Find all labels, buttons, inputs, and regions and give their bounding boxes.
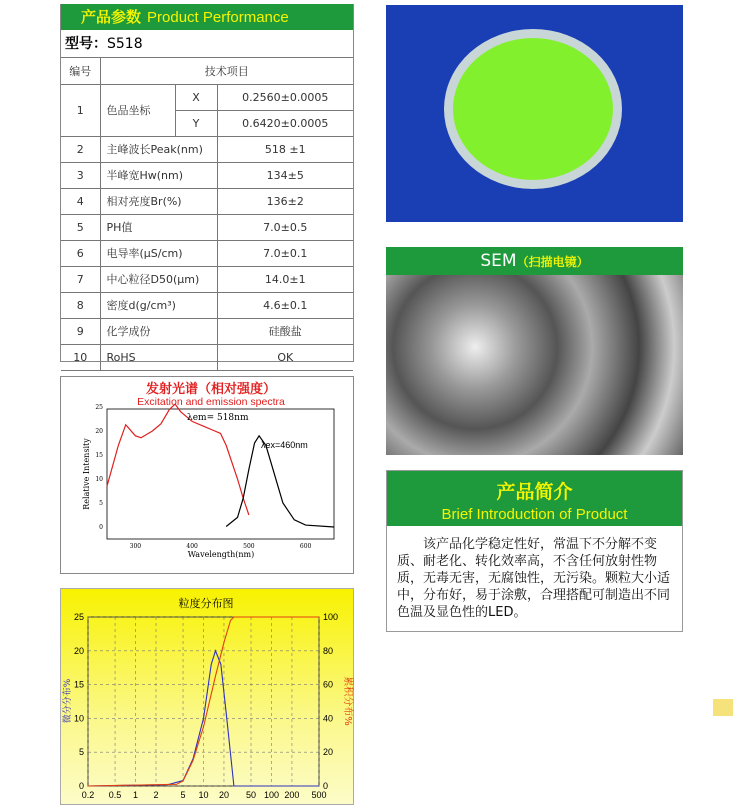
row-item: PH值 bbox=[100, 214, 217, 240]
row-item: RoHS bbox=[100, 344, 217, 370]
row-value: 134±5 bbox=[217, 162, 353, 188]
row-value: 7.0±0.1 bbox=[217, 240, 353, 266]
yellow-square bbox=[713, 699, 733, 716]
y2-tick-label: 0 bbox=[323, 781, 329, 791]
spec-table bbox=[61, 58, 353, 371]
x-tick-label: 600 bbox=[299, 543, 312, 550]
row-value: OK bbox=[217, 344, 353, 370]
row-value: 4.6±0.1 bbox=[217, 292, 353, 318]
row-value: 7.0±0.5 bbox=[217, 214, 353, 240]
x-tick-label: 400 bbox=[186, 543, 198, 550]
y-tick-label: 10 bbox=[95, 476, 103, 483]
table-row bbox=[61, 162, 353, 188]
x-tick-label: 300 bbox=[129, 543, 142, 550]
row-value: 0.2560±0.0005 bbox=[217, 84, 353, 110]
x-tick-label: 0.2 bbox=[81, 790, 95, 800]
y-tick-label: 25 bbox=[95, 404, 103, 411]
row-no: 1 bbox=[61, 84, 100, 136]
row-value: 136±2 bbox=[217, 188, 353, 214]
table-row bbox=[61, 214, 353, 240]
x-tick-label: 2 bbox=[153, 790, 159, 800]
y-tick-label: 0 bbox=[99, 524, 103, 531]
row-item: 中心粒径D50(μm) bbox=[100, 266, 217, 292]
excitation-annotation: λex=460nm bbox=[261, 440, 308, 450]
table-row bbox=[61, 136, 353, 162]
emission-annotation: λem= 518nm bbox=[187, 413, 249, 423]
row-no: 8 bbox=[61, 292, 100, 318]
row-no: 5 bbox=[61, 214, 100, 240]
row-item: 色品坐标 bbox=[100, 84, 175, 136]
axis-label: Y bbox=[175, 110, 217, 136]
y-axis-label: 微分分布% bbox=[63, 678, 73, 724]
x-tick-label: 1 bbox=[133, 790, 139, 800]
x-tick-label: 50 bbox=[246, 790, 257, 800]
row-item: 化学成份 bbox=[100, 318, 217, 344]
table-row bbox=[61, 266, 353, 292]
y-tick-label: 10 bbox=[73, 713, 84, 724]
row-item: 相对亮度Br(%) bbox=[100, 188, 217, 214]
plot-frame bbox=[107, 409, 334, 539]
y2-tick-label: 80 bbox=[323, 645, 334, 656]
col-no-header: 编号 bbox=[61, 58, 100, 84]
row-value: 硅酸盐 bbox=[217, 318, 353, 344]
y-tick-label: 5 bbox=[78, 747, 84, 758]
row-no: 10 bbox=[61, 344, 100, 370]
intro-panel bbox=[386, 470, 683, 632]
row-no: 4 bbox=[61, 188, 100, 214]
x-tick-label: 10 bbox=[198, 790, 209, 800]
chart-title: 发射光谱（相对强度） bbox=[145, 382, 277, 397]
chart-title: 粒度分布图 bbox=[178, 597, 234, 610]
phosphor-sample-photo bbox=[386, 5, 683, 222]
row-no: 6 bbox=[61, 240, 100, 266]
y-tick-label: 0 bbox=[78, 781, 84, 791]
y2-tick-label: 60 bbox=[323, 679, 334, 690]
x-tick-label: 5 bbox=[180, 790, 186, 800]
row-value: 14.0±1 bbox=[217, 266, 353, 292]
x-tick-label: 500 bbox=[243, 543, 255, 550]
phosphor-disc bbox=[444, 29, 622, 189]
table-row bbox=[61, 188, 353, 214]
y-tick-label: 25 bbox=[73, 612, 84, 622]
chart-subtitle: Excitation and emission spectra bbox=[137, 396, 285, 408]
y-tick-label: 20 bbox=[73, 645, 84, 656]
row-item: 主峰波长Peak(nm) bbox=[100, 136, 217, 162]
x-tick-label: 20 bbox=[218, 790, 229, 800]
y-tick-label: 5 bbox=[99, 500, 103, 507]
table-row bbox=[61, 318, 353, 344]
y2-tick-label: 20 bbox=[323, 747, 334, 758]
axis-label: X bbox=[175, 84, 217, 110]
particle-size-chart bbox=[60, 588, 354, 805]
table-row bbox=[61, 292, 353, 318]
y-tick-label: 20 bbox=[95, 428, 103, 435]
x-tick-label: 0.5 bbox=[108, 790, 122, 800]
sem-image bbox=[386, 275, 683, 455]
model-row: 型号：S518 bbox=[61, 30, 353, 58]
intro-header: 产品简介 Brief Introduction of Product bbox=[387, 471, 682, 526]
y2-tick-label: 100 bbox=[323, 612, 339, 622]
y2-axis-label: 累积分布% bbox=[342, 676, 353, 726]
x-tick-label: 200 bbox=[284, 790, 300, 800]
row-no: 3 bbox=[61, 162, 100, 188]
product-performance-panel bbox=[60, 4, 354, 362]
spectrum-chart bbox=[60, 376, 354, 574]
row-item: 半峰宽Hw(nm) bbox=[100, 162, 217, 188]
y-tick-label: 15 bbox=[73, 679, 84, 690]
performance-header: 产品参数 Product Performance bbox=[61, 4, 353, 30]
row-item: 电导率(μS/cm) bbox=[100, 240, 217, 266]
row-item: 密度d(g/cm³) bbox=[100, 292, 217, 318]
x-tick-label: 500 bbox=[311, 790, 327, 800]
x-tick-label: 100 bbox=[263, 790, 279, 800]
row-value: 0.6420±0.0005 bbox=[217, 110, 353, 136]
row-no: 9 bbox=[61, 318, 100, 344]
y-axis-label: Relative Intensity bbox=[82, 438, 91, 510]
row-no: 7 bbox=[61, 266, 100, 292]
table-row bbox=[61, 344, 353, 370]
x-axis-label: Wavelength(nm) bbox=[187, 550, 255, 559]
table-row bbox=[61, 240, 353, 266]
row-no: 2 bbox=[61, 136, 100, 162]
row-value: 518 ±1 bbox=[217, 136, 353, 162]
y2-tick-label: 40 bbox=[323, 713, 334, 724]
y-tick-label: 15 bbox=[95, 452, 103, 459]
sem-header: SEM（扫描电镜） bbox=[386, 247, 683, 275]
intro-text: 该产品化学稳定性好，常温下不分解不变质、耐老化、转化效率高，不含任何放射性物质，无毒无害，无腐蚀性，无污染。颗粒大小适中，分布好，易于涂敷，合理搭配可制造出不同色温及显色性的LED。 bbox=[397, 537, 671, 620]
col-item-header: 技术项目 bbox=[100, 58, 353, 84]
sem-panel bbox=[386, 247, 683, 455]
